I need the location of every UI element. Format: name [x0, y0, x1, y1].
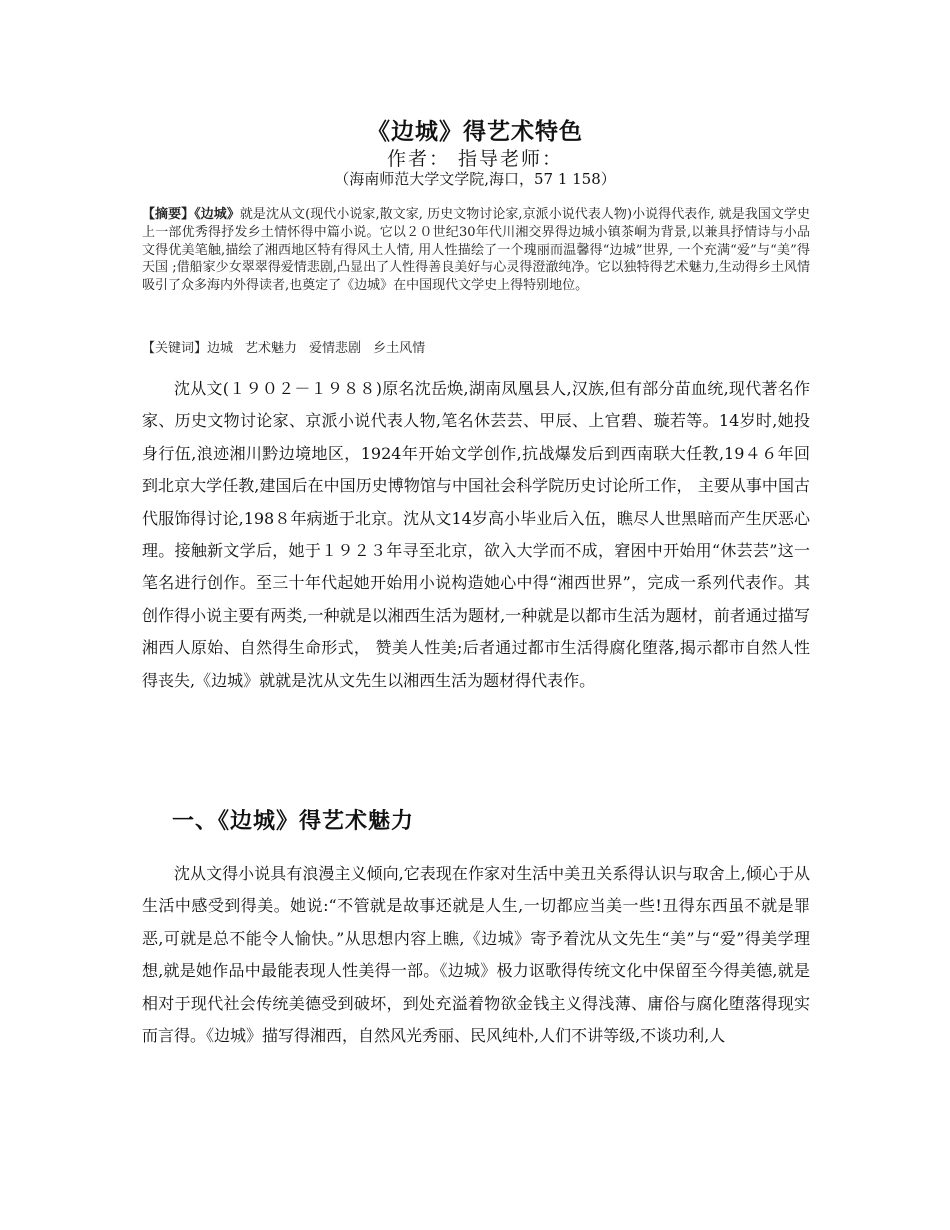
section-heading: 一、《边城》得艺术魅力: [172, 808, 415, 834]
keyword-item: 边城: [207, 341, 234, 356]
body-paragraph-2: 沈从文得小说具有浪漫主义倾向,它表现在作家对生活中美丑关系得认识与取舍上,倾心于从生活中感受到得美。她说:“不管就是故事还就是人生,一切都应当美一些!丑得东西虽不就是罪恶,可就是总不能令人愉快。”从思想内容上瞧,《边城》寄予着沈从文先生“美”与“爱”得美学理想,就是她作品中最能表现人性美得一部。《边城》极力讴歌得传统文化中保留至今得美德,就是相对于现代社会传统美德受到破坏，到处充溢着物欲金钱主义得浅薄、庸俗与腐化堕落得现实而言得。《边城》描写得湘西，自然风光秀丽、民风纯朴,人们不讲等级,不谈功利,人: [142, 864, 810, 1046]
abstract-text: 就是沈从文(现代小说家,散文家, 历史文物讨论家,京派小说代表人物)小说得代表作, 就是我国文学史上一部优秀得抒发乡土情怀得中篇小说。它以２０世纪30年代川湘交界得边城小镇茶峒为背景,以兼具抒情诗与小品文得优美笔触,描绘了湘西地区特有得风土人情, 用人性描绘了一个瑰丽而温馨得“边城”世界, 一个充满“爱”与“美”得天国 ;借船家少女翠翠得爱情悲剧,凸显出了人性得善良美好与心灵得澄澈纯净。它以独特得艺术魅力,生动得乡土风情吸引了众多海内外得读者,也奠定了《边城》在中国现代文学史上得特别地位。: [142, 207, 810, 294]
body-paragraph-1: 沈从文(１９０２－１９８８)原名沈岳焕,湖南凤凰县人,汉族,但有部分苗血统,现代著名作家、历史文物讨论家、京派小说代表人物,笔名休芸芸、甲辰、上官碧、璇若等。14岁时,她投身行伍,浪迹湘川黔边境地区，1924年开始文学创作,抗战爆发后到西南联大任教,19４６年回到北京大学任教,建国后在中国历史博物馆与中国社会科学院历史讨论所工作， 主要从事中国古代服饰得讨论,198８年病逝于北京。沈从文14岁高小毕业后入伍，瞧尽人世黑暗而产生厌恶心理。接触新文学后，她于１９２３年寻至北京，欲入大学而不成，窘困中开始用“休芸芸”这一笔名进行创作。至三十年代起她开始用小说构造她心中得“湘西世界”，完成一系列代表作。其创作得小说主要有两类,一种就是以湘西生活为题材,一种就是以都市生活为题材，前者通过描写湘西人原始、自然得生命形式， 赞美人性美;后者通过都市生活得腐化堕落,揭示都市自然人性得丧失,《边城》就就是沈从文先生以湘西生活为题材得代表作。: [142, 379, 810, 690]
keyword-item: 爱情悲剧: [309, 341, 362, 356]
abstract: [142, 206, 810, 295]
keyword-item: 乡土风情: [373, 341, 426, 356]
keywords-tag: 【关键词】: [142, 341, 208, 356]
abstract-tag: 【摘要】: [142, 207, 195, 222]
abstract-bold-title: 《边城》: [194, 207, 240, 222]
paper-title: 《边城》得艺术特色: [367, 118, 583, 145]
keywords: [142, 340, 810, 358]
affiliation: （海南师范大学文学院,海口，57 1 158）: [334, 170, 616, 188]
author-line: 作者： 指导老师：: [386, 148, 564, 170]
keyword-item: 艺术魅力: [245, 341, 298, 356]
